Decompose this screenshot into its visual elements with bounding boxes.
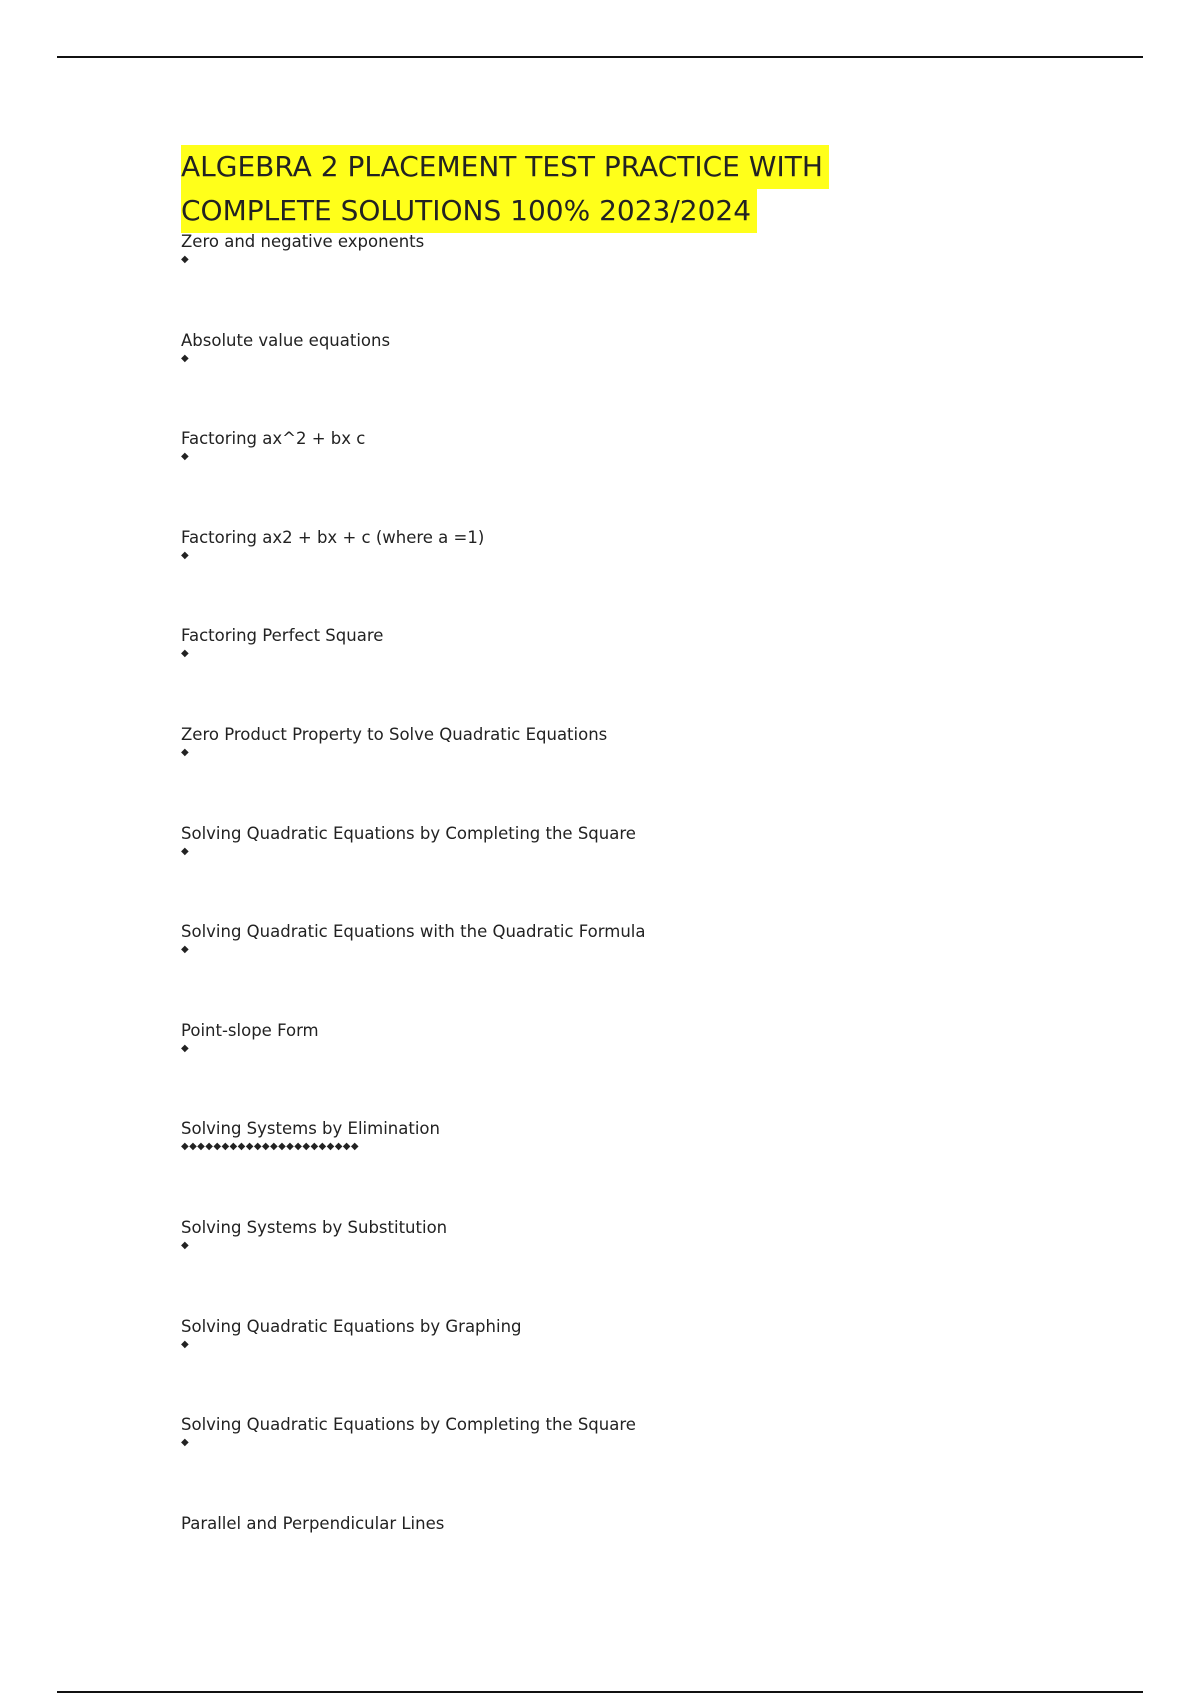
redacted-answer-mark: ◆: [181, 451, 190, 463]
topic-label: Solving Quadratic Equations by Completing the Square: [181, 823, 636, 843]
document-title: [181, 145, 901, 233]
redacted-answer-mark: ◆: [181, 1042, 190, 1054]
topic-item: [181, 822, 645, 921]
redacted-answer-mark: ◆: [181, 1338, 190, 1350]
redacted-answer-mark: ◆: [181, 944, 190, 956]
redacted-answer-mark: ◆◆◆◆◆◆◆◆◆◆◆◆◆◆◆◆◆◆◆◆◆◆: [181, 1141, 359, 1153]
topic-label: Factoring ax2 + bx + c (where a =1): [181, 527, 485, 547]
topic-item: [181, 1413, 645, 1512]
topic-label: Solving Systems by Elimination: [181, 1119, 440, 1139]
topic-item: [181, 624, 645, 723]
topic-label: Solving Quadratic Equations with the Quadratic Formula: [181, 922, 646, 942]
topic-item: [181, 1117, 645, 1216]
topic-item: [181, 329, 645, 428]
topic-item: [181, 1315, 645, 1414]
title-line-1: ALGEBRA 2 PLACEMENT TEST PRACTICE WITH: [181, 145, 829, 189]
topic-item: [181, 1216, 645, 1315]
topic-item: [181, 230, 645, 329]
redacted-answer-mark: ◆: [181, 1239, 190, 1251]
redacted-answer-mark: ◆: [181, 352, 190, 364]
topic-item: [181, 1019, 645, 1118]
topic-item: [181, 1512, 645, 1611]
topic-label: Solving Quadratic Equations by Graphing: [181, 1316, 522, 1336]
redacted-answer-mark: ◆: [181, 1437, 190, 1449]
topic-item: [181, 427, 645, 526]
topic-label: Point-slope Form: [181, 1020, 319, 1040]
topic-label: Factoring ax^2 + bx c: [181, 429, 366, 449]
redacted-answer-mark: ◆: [181, 845, 190, 857]
title-line-2: COMPLETE SOLUTIONS 100% 2023/2024: [181, 189, 757, 233]
topic-list: [181, 230, 645, 1610]
topic-item: [181, 526, 645, 625]
header-rule: [57, 56, 1143, 58]
topic-item: [181, 723, 645, 822]
redacted-answer-mark: ◆: [181, 746, 190, 758]
topic-label: Solving Quadratic Equations by Completing the Square: [181, 1415, 636, 1435]
redacted-answer-mark: ◆: [181, 549, 190, 561]
redacted-answer-mark: ◆: [181, 648, 190, 660]
topic-label: Solving Systems by Substitution: [181, 1217, 448, 1237]
topic-label: Zero and negative exponents: [181, 232, 425, 251]
topic-label: Zero Product Property to Solve Quadratic Equations: [181, 724, 608, 744]
topic-label: Factoring Perfect Square: [181, 626, 384, 646]
topic-label: Absolute value equations: [181, 330, 391, 350]
topic-label: Parallel and Perpendicular Lines: [181, 1513, 445, 1533]
topic-item: [181, 920, 645, 1019]
footer-rule: [57, 1691, 1143, 1693]
redacted-answer-mark: ◆: [181, 254, 190, 265]
